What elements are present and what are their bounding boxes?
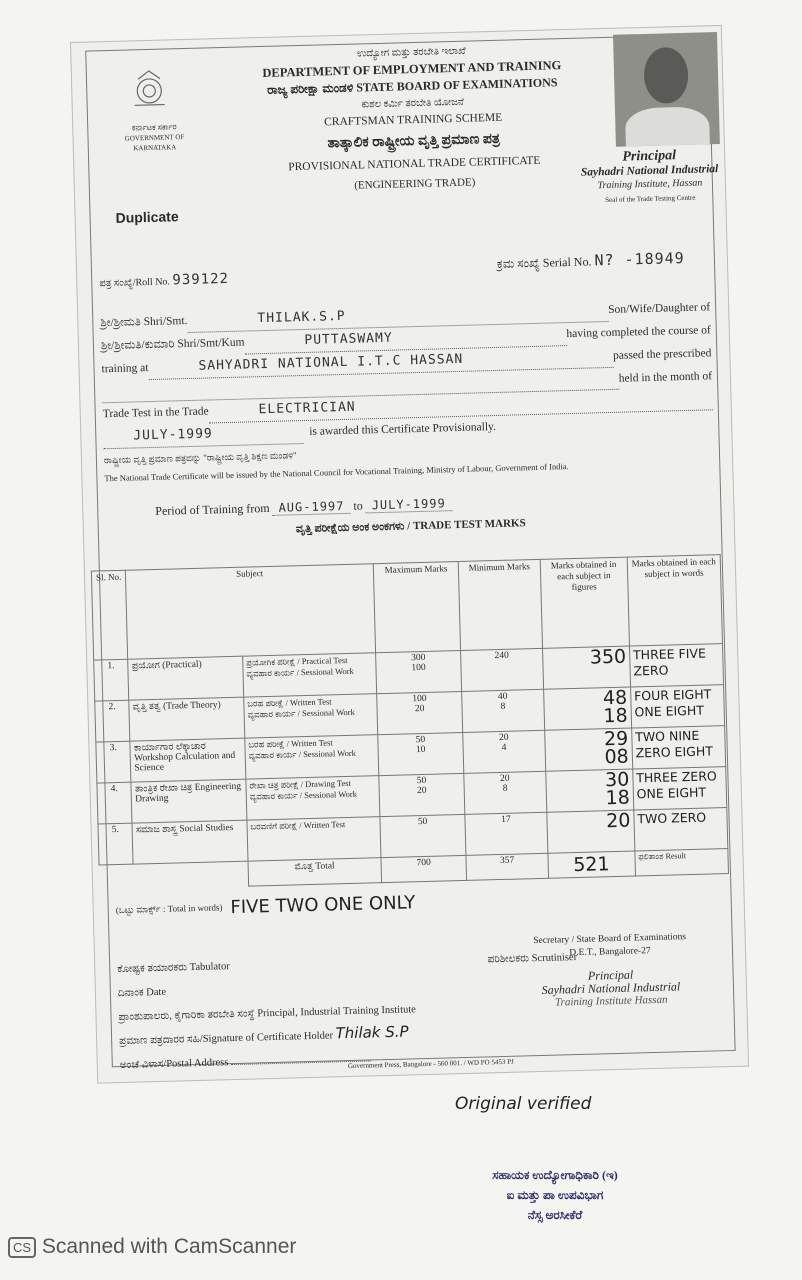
inst2-label: Sayhadri National Industrial (541, 979, 681, 997)
group-cell-value: ಪ್ರಯೋಗ (Practical) (131, 659, 202, 672)
subject-cell-value: ಪ್ರಯೋಗಿಕ ಪರೀಕ್ಷೆ / Practical Test (246, 654, 348, 668)
dept-english: DEPARTMENT OF EMPLOYMENT AND TRAINING (262, 58, 562, 80)
marks-title: ವೃತ್ತಿ ಪರೀಕ್ಷೆಯ ಅಂಕ ಅಂಕಗಳು / TRADE TEST MARKS (295, 517, 526, 536)
scheme-english: CRAFTSMAN TRAINING SCHEME (324, 111, 503, 129)
min-cell-value: 8 (500, 701, 506, 712)
awarded-text: is awarded this Certificate Provisionally. (309, 420, 497, 438)
scheme-kannada: ಕುಶಲ ಕರ್ಮಿ ತರಬೇತಿ ಯೋಜನೆ (361, 96, 465, 111)
serial-number: N? -18949 (594, 248, 685, 270)
govt-english: GOVERNMENT OF KARNATAKA (124, 133, 185, 153)
group-cell-value: ಕಾರ್ಯಾಗಾರ ಲೆಕ್ಕಾಚಾರ Workshop Calculation and Science (133, 741, 236, 774)
principal2-label: Principal (587, 967, 634, 983)
header-subject: Subject (126, 564, 376, 659)
certificate-paper (70, 25, 749, 1084)
cert-english: PROVISIONAL NATIONAL TRADE CERTIFICATE (288, 154, 541, 174)
karnataka-emblem-icon (124, 66, 175, 121)
min-cell-value: 4 (501, 742, 507, 753)
max-cell-value: 100 (411, 662, 426, 674)
max-cell-value: 10 (415, 744, 426, 756)
sl-cell (94, 659, 129, 701)
max-cell-value: 50 (416, 775, 427, 787)
header-min: Minimum Marks (458, 559, 542, 650)
result-label: ಫಲಿತಾಂಶ Result (635, 849, 729, 876)
obtained-fig-cell (544, 728, 632, 771)
subject-cell-value: ಬರಹ ಪರೀಕ್ಷೆ / Written Test (248, 737, 333, 750)
dept-kannada: ಉದ್ಯೋಗ ಮತ್ತು ತರಬೇತಿ ಇಲಾಖೆ (356, 45, 466, 60)
det-label: D.E.T., Bangalore-27 (569, 946, 651, 959)
period-from: AUG-1997 (272, 499, 350, 516)
candidate-name: THILAK.S.P (187, 299, 608, 333)
group-cell (129, 697, 244, 741)
candidate-photo (613, 32, 720, 147)
max-cell-value: 20 (416, 785, 427, 797)
words-value: FIVE TWO ONE ONLY (230, 892, 416, 919)
inst3-label: Training Institute Hassan (554, 993, 668, 1009)
holder-label: ಪ್ರಮಾಣ ಪತ್ರದಾರರ ಸಹಿ/Signature of Certificate Holder (119, 1030, 334, 1048)
test-month: JULY-1999 (103, 421, 304, 449)
camscanner-logo-icon: CS (8, 1237, 36, 1258)
header-obt-words: Marks obtained in each subject in words (627, 555, 722, 646)
having-label: having completed the course of (566, 324, 711, 341)
camscanner-footer (8, 1235, 296, 1259)
max-cell (380, 814, 466, 857)
stamp-seal: Seal of the Trade Testing Centre (605, 193, 696, 205)
obtained-words-cell-value: TWO ZERO (637, 809, 707, 827)
ncvt-english: The National Trade Certificate will be issued by the National Council for Vocational Training, Ministry of Labour, Government of India. (104, 461, 569, 484)
subject-cell-value: ವ್ಯವಹಾರ ಕಾರ್ಯ / Sessional Work (246, 665, 354, 679)
max-cell-value: 50 (417, 816, 428, 828)
subject-cell (242, 653, 376, 697)
camscanner-text: Scanned with CamScanner (41, 1235, 297, 1258)
obtained-words-cell-value: ONE EIGHT (634, 702, 705, 720)
min-cell-value: 20 (498, 732, 509, 744)
subject-cell-value: ವ್ಯವಹಾರ ಕಾರ್ಯ / Sessional Work (249, 788, 358, 802)
stamp-inst: Sayhadri National Industrial (580, 163, 719, 179)
obtained-fig-cell (542, 646, 630, 689)
obtained-fig-cell-value: 18 (605, 786, 631, 810)
obtained-fig-cell-value: 48 (602, 686, 628, 710)
obtained-fig-cell (545, 769, 633, 812)
stamp-line2: ಐ ಮತ್ತು ಪಾ ಉಪವಿಭಾಗ (506, 1188, 604, 1202)
obtained-fig-cell-value: 30 (604, 768, 630, 792)
group-cell-value: ತಾಂತ್ರಿಕ ರೇಖಾ ಚಿತ್ರ Engineering Drawing (134, 781, 242, 805)
subject-cell (245, 735, 379, 779)
obtained-words-cell (630, 685, 724, 728)
date-label: ದಿನಾಂಕ Date (117, 986, 167, 1000)
obtained-fig-cell (543, 687, 631, 730)
max-cell (378, 732, 464, 775)
subject-cell (244, 694, 378, 738)
total-label: ಮೊತ್ತ Total (248, 858, 382, 886)
sl-cell-value: 4. (110, 784, 118, 795)
obtained-words-cell (631, 726, 725, 769)
obtained-fig-cell-value: 350 (589, 645, 627, 669)
stamp-line1: ಸಹಾಯಕ ಉದ್ಯೋಗಾಧಿಕಾರಿ (ಇ) (492, 1168, 618, 1182)
sl-cell-value: 2. (108, 702, 116, 713)
obtained-words-cell-value: THREE FIVE (632, 645, 707, 663)
scrutiniser-label: ಪರಿಶೀಲಕರು Scrutiniser (487, 952, 578, 966)
training-label: training at (101, 362, 149, 376)
period-to-label: to (353, 498, 363, 513)
min-cell (464, 771, 546, 814)
subject-cell-value: ವ್ಯವಹಾರ ಕಾರ್ಯ / Sessional Work (247, 706, 355, 720)
obtained-fig-cell-value: 18 (603, 704, 628, 728)
postal-label: ಅಂಚೆ ವಿಳಾಸ/Postal Address (119, 1057, 229, 1072)
subject-cell (246, 776, 380, 820)
min-cell-value: 40 (497, 691, 508, 703)
govt-kannada: ಕರ್ನಾಟಕ ಸರ್ಕಾರ (131, 122, 177, 133)
period-to: JULY-1999 (366, 496, 452, 513)
trade-name: ELECTRICIAN (208, 387, 713, 423)
stamp-principal: Principal (622, 148, 677, 165)
board-title: ರಾಜ್ಯ ಪರೀಕ್ಷಾ ಮಂಡಳಿ STATE BOARD OF EXAMINATIONS (266, 75, 558, 97)
min-cell (461, 648, 543, 691)
marks-table (91, 554, 729, 890)
min-cell (462, 689, 544, 732)
min-cell-value: 240 (494, 650, 509, 662)
period-label: Period of Training from (155, 500, 270, 518)
header-obt-fig: Marks obtained in each subject in figures (540, 557, 629, 648)
institute-name: SAHYADRI NATIONAL I.T.C HASSAN (148, 345, 613, 380)
header-sl: Sl. No. (91, 570, 128, 660)
max-cell-value: 100 (412, 693, 427, 705)
obtained-words-cell-value: ZERO (633, 662, 669, 679)
ncvt-kannada: ರಾಷ್ಟ್ರೀಯ ವೃತ್ತಿ ಪ್ರಮಾಣ ಪತ್ರವನ್ನು "ರಾಷ್ಟ್ರೀಯ ವೃತ್ತಿ ಶಿಕ್ಷಣ ಮಂಡಳಿ" (103, 450, 297, 466)
obtained-words-cell (633, 767, 727, 810)
press-line: Government Press, Bangalore - 560 001. / WD PO 5453 PJ (347, 1057, 514, 1071)
obtained-words-cell-value: THREE ZERO (636, 768, 717, 786)
total-obtained: 521 (548, 851, 636, 878)
total-max: 700 (381, 855, 467, 882)
trade-type: (ENGINEERING TRADE) (354, 176, 476, 192)
obtained-fig-cell (546, 810, 634, 853)
obtained-words-cell-value: FOUR EIGHT (633, 686, 712, 704)
obtained-words-cell-value: ZERO EIGHT (635, 743, 714, 761)
held-label: held in the month of (618, 370, 713, 385)
words-label: (ಒಟ್ಟು ಮಾರ್ಕ್ಸ್ : Total in words) (115, 902, 223, 916)
min-cell-value: 17 (501, 814, 511, 825)
cert-kannada: ತಾತ್ಕಾಲಿಕ ರಾಷ್ಟ್ರೀಯ ವೃತ್ತಿ ಪ್ರಮಾಣ ಪತ್ರ (327, 131, 501, 152)
max-cell-value: 300 (411, 652, 426, 664)
group-cell-value: ಸಮಾಜ ಶಾಸ್ತ್ರ Social Studies (135, 822, 234, 836)
sl-cell-value: 5. (111, 824, 120, 836)
header-max: Maximum Marks (373, 562, 461, 653)
min-cell (463, 730, 545, 773)
shri-kum-label: ಶ್ರೀ/ಶ್ರೀಮತಿ/ಕುಮಾರಿ Shri/Smt/Kum (100, 336, 245, 353)
subject-cell (247, 817, 381, 861)
obtained-words-cell-value: TWO NINE (635, 727, 700, 745)
max-cell (379, 773, 465, 816)
table-header-row (91, 555, 722, 660)
obtained-words-cell (629, 644, 723, 687)
group-cell (128, 656, 243, 700)
sl-cell-value: 3. (109, 743, 117, 754)
shri-label: ಶ್ರೀ/ಶ್ರೀಮತಿ Shri/Smt. (100, 315, 188, 330)
obtained-words-cell (634, 808, 728, 851)
group-cell (132, 820, 247, 864)
max-cell-value: 20 (414, 703, 425, 715)
obtained-fig-cell-value: 20 (605, 809, 631, 833)
stamp-inst2: Training Institute, Hassan (597, 177, 703, 192)
sl-cell (96, 741, 131, 783)
group-cell (130, 738, 245, 782)
max-cell (376, 650, 462, 693)
serial-label: ಕ್ರಮ ಸಂಖ್ಯೆ Serial No. (496, 254, 592, 271)
total-min: 357 (466, 853, 548, 880)
holder-signature: Thilak S.P (335, 1022, 409, 1043)
son-of-label: Son/Wife/Daughter of (607, 301, 711, 317)
secretary-label: Secretary / State Board of Examinations (533, 932, 687, 947)
subject-cell-value: ಬರಹ ಪರೀಕ್ಷೆ / Written Test (247, 696, 332, 709)
passed-label: passed the prescribed (612, 347, 712, 362)
sl-cell (95, 700, 130, 742)
stamp-line3: ನೆಸ್ಸ ಅರಸೀಕೆರೆ (527, 1208, 583, 1222)
subject-cell-value: ಬರವಣಿಗೆ ಪರೀಕ್ಷೆ / Written Test (250, 819, 346, 832)
principal-line: ಪ್ರಾಂಶುಪಾಲರು, ಕೈಗಾರಿಕಾ ತರಬೇತಿ ಸಂಸ್ಥೆ Principal, Industrial Training Institute (118, 1004, 417, 1024)
trade-label: Trade Test in the Trade (102, 405, 209, 421)
sl-cell (98, 823, 133, 865)
roll-label: ಪತ್ರ ಸಂಖ್ಯೆ/Roll No. (99, 276, 171, 290)
subject-cell-value: ರೇಖಾ ಚಿತ್ರ ಪರೀಕ್ಷೆ / Drawing Test (249, 777, 352, 791)
parent-name: PUTTASWAMY (244, 323, 567, 354)
roll-number: 939122 (172, 270, 230, 289)
duplicate-label: Duplicate (115, 208, 179, 226)
sl-cell-value: 1. (107, 661, 115, 672)
min-cell-value: 20 (499, 773, 510, 784)
subject-cell-value: ವ್ಯವಹಾರ ಕಾರ್ಯ / Sessional Work (248, 747, 357, 761)
group-cell (131, 779, 246, 823)
original-verified-note: Original verified (455, 1094, 592, 1114)
group-cell-value: ವೃತ್ತಿ ತತ್ವ (Trade Theory) (132, 700, 221, 713)
sl-cell (97, 782, 132, 824)
min-cell (465, 812, 547, 855)
obtained-fig-cell-value: 29 (603, 727, 629, 751)
obtained-fig-cell-value: 08 (604, 745, 629, 769)
min-cell-value: 8 (502, 783, 508, 794)
max-cell-value: 50 (415, 734, 426, 746)
obtained-words-cell-value: ONE EIGHT (636, 784, 707, 802)
tabulator-label: ಕೋಷ್ಟಕ ತಯಾರಕರು Tabulator (117, 961, 230, 976)
max-cell (377, 691, 463, 734)
